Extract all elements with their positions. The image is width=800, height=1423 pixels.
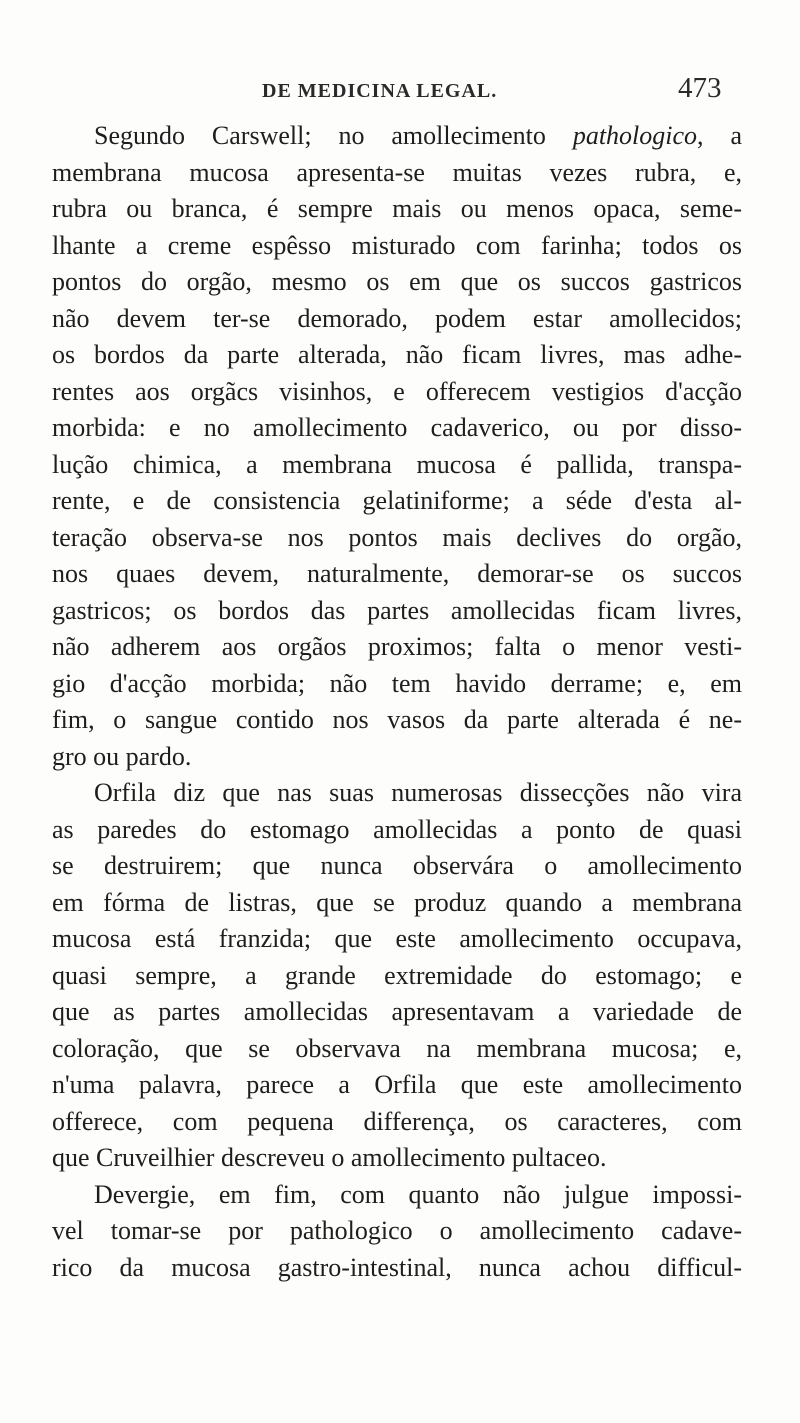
text-line: gro ou pardo. — [52, 741, 192, 771]
text-line: coloração, que se observava na membrana mucosa; e, — [52, 1033, 742, 1063]
text-line: rentes aos orgãcs visinhos, e offerecem vestigios d'acção — [52, 376, 742, 406]
text-line: se destruirem; que nunca observára o amollecimento — [52, 851, 742, 880]
running-head — [0, 72, 800, 112]
text-line: mucosa está franzida; que este amollecimento occupava, — [52, 924, 742, 953]
text-line: rente, e de consistencia gelatiniforme; a séde d'esta al- — [52, 486, 742, 515]
text-line: lhante a creme espêsso misturado com farinha; todos os — [52, 230, 742, 260]
text-line: Devergie, em fim, com quanto não julgue impossi- — [94, 1179, 742, 1209]
text-line: nos quaes devem, naturalmente, demorar-se os succos — [52, 559, 742, 588]
text-line: teração observa-se nos pontos mais declives do orgão, — [52, 522, 742, 552]
page-number: 473 — [678, 72, 722, 104]
text-line: Segundo Carswell; no amollecimento pathologico, a — [94, 121, 742, 150]
text-line: os bordos da parte alterada, não ficam livres, mas adhe- — [52, 340, 742, 369]
text-line: rubra ou branca, é sempre mais ou menos opaca, seme- — [52, 194, 742, 223]
text-line: vel tomar-se por pathologico o amollecimento cadave- — [52, 1216, 742, 1245]
text-line: Orfila diz que nas suas numerosas dissecções não vira — [94, 778, 742, 807]
text-line: gastricos; os bordos das partes amollecidas ficam livres, — [52, 595, 742, 625]
text-line: fim, o sangue contido nos vasos da parte alterada é ne- — [52, 705, 742, 734]
text-line: offerece, com pequena differença, os caracteres, com — [52, 1106, 742, 1136]
body-text — [52, 118, 742, 1286]
text-line: morbida: e no amollecimento cadaverico, ou por disso- — [52, 413, 742, 442]
text-line: membrana mucosa apresenta-se muitas vezes rubra, e, — [52, 157, 742, 187]
text-line: n'uma palavra, parece a Orfila que este amollecimento — [52, 1070, 742, 1099]
text-line: que as partes amollecidas apresentavam a variedade de — [52, 997, 742, 1026]
text-line: as paredes do estomago amollecidas a ponto de quasi — [52, 814, 742, 844]
text-line: rico da mucosa gastro-intestinal, nunca achou difficul- — [52, 1252, 742, 1282]
text-line: não adherem aos orgãos proximos; falta o menor vesti- — [52, 632, 742, 661]
text-line: quasi sempre, a grande extremidade do estomago; e — [52, 960, 742, 990]
text-line: lução chimica, a membrana mucosa é pallida, transpa- — [52, 449, 742, 479]
text-line: não devem ter-se demorado, podem estar amollecidos; — [52, 303, 742, 333]
emphasis: pathologico — [572, 121, 698, 150]
text-line: pontos do orgão, mesmo os em que os succos gastricos — [52, 267, 742, 296]
running-title: DE MEDICINA LEGAL. — [262, 80, 498, 102]
text-line: gio d'acção morbida; não tem havido derrame; e, em — [52, 668, 742, 698]
text-line: em fórma de listras, que se produz quando a membrana — [52, 887, 742, 917]
text-line: que Cruveilhier descreveu o amollecimento pultaceo. — [52, 1143, 607, 1172]
